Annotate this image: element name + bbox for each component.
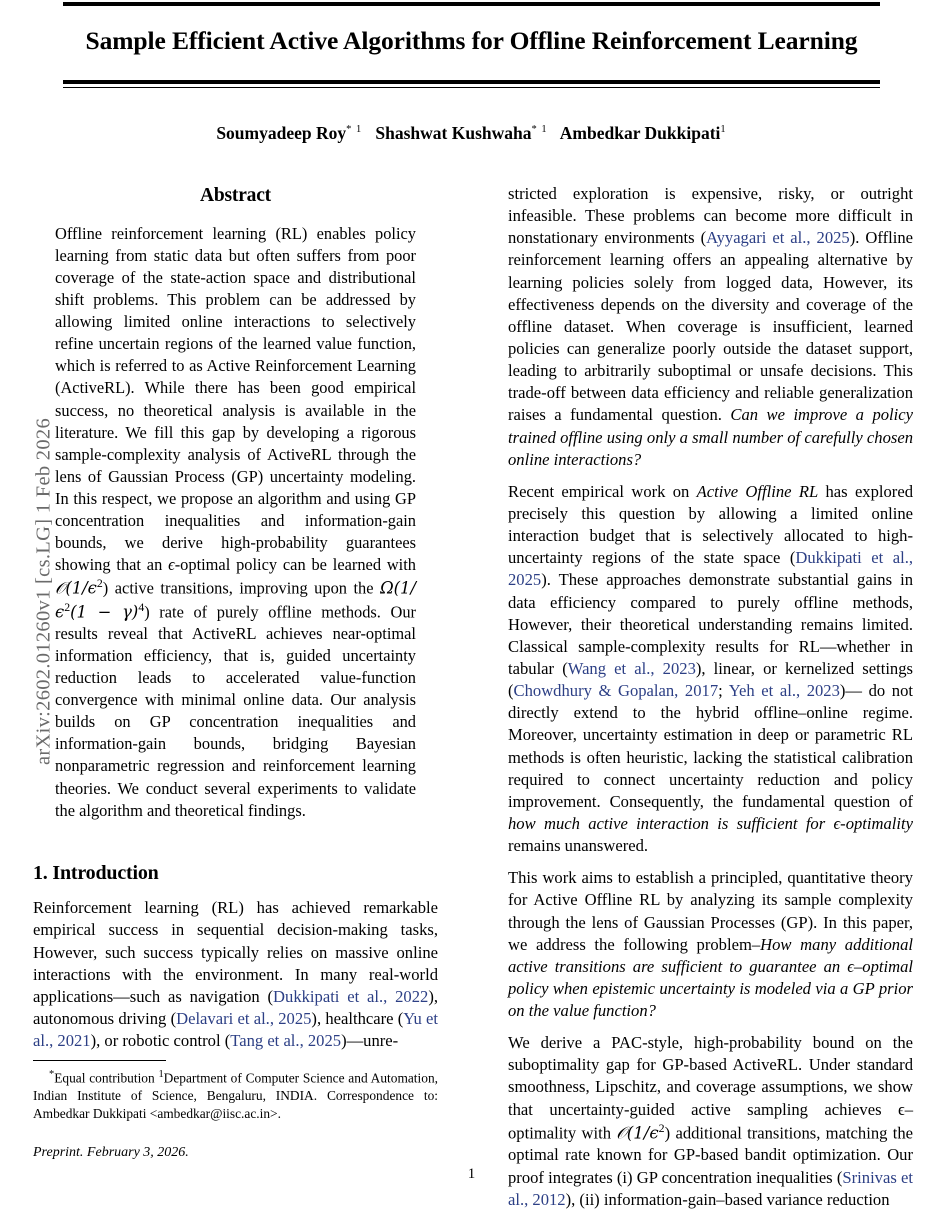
intro-p2-a: Recent empirical work on bbox=[508, 481, 697, 501]
intro-paragraph-4 bbox=[508, 1032, 913, 1211]
author-entry bbox=[560, 123, 727, 143]
intro-p2-g: remains unanswered. bbox=[508, 836, 649, 856]
intro-p1-cont-question: Can we improve a policy trained offline using only a small number of carefully chosen online interactions? bbox=[508, 405, 914, 469]
intro-p2-c: ). These approaches demonstrate substantial gains in data efficiency compared to purely offline methods, However, their theoretical understanding remains limited. Classical sample-complexity results for RL—whether in tabular ( bbox=[508, 570, 913, 678]
citation-dukkipati-2022[interactable]: Dukkipati et al., 2022 bbox=[273, 986, 429, 1006]
abstract-math-omega-exponent-1: 2 bbox=[64, 599, 71, 614]
citation-yu-2021[interactable]: Yu et al., 2021 bbox=[33, 1009, 438, 1051]
section-heading-introduction: 1. Introduction bbox=[33, 861, 159, 884]
abstract-math-bigo: 𝒪(1/ϵ bbox=[55, 578, 97, 598]
intro-p2-b: has explored precisely this question by allowing a limited online interaction budget that is selectively allocated to high-uncertainty regions of the state space ( bbox=[508, 481, 913, 568]
abstract-text-part-3: active transitions, improving upon the bbox=[114, 578, 381, 598]
intro-p2-question-phrase: how much active interaction is sufficient for ϵ-optimality bbox=[508, 813, 913, 833]
abstract-section bbox=[33, 183, 438, 822]
author-name: Soumyadeep Roy bbox=[216, 123, 347, 143]
citation-srinivas-2012[interactable]: Srinivas et al., 2012 bbox=[508, 1167, 914, 1209]
abstract-text-part-4: rate of purely offline methods. Our results reveal that ActiveRL achieves near-optimal information efficiency, that is, guided uncertainty reduction leads to accelerated value-function convergence with minimal online data. Our analysis builds on GP concentration inequalities and information-gain bounds, bridging Bayesian nonparametric regression and reinforcement learning theories. We conduct several experiments to validate the algorithm and theoretical findings. bbox=[55, 602, 416, 820]
author-entry bbox=[375, 123, 547, 143]
intro-p3-problem-statement: How many additional active transitions are sufficient to guarantee an ϵ–optimal policy when epistemic uncertainty is modeled via a GP prior on the value function? bbox=[508, 934, 913, 1021]
intro-p1-b: ), autonomous driving ( bbox=[33, 986, 438, 1029]
header-rule-thin bbox=[63, 87, 880, 88]
abstract-math-omega-close: ) bbox=[144, 602, 160, 622]
footnote-divider bbox=[33, 1060, 166, 1061]
intro-p2-e: ; bbox=[718, 681, 729, 701]
intro-p1-d: ), or robotic control ( bbox=[90, 1031, 231, 1051]
intro-p1-hyphen-break: )—unre- bbox=[341, 1031, 399, 1051]
abstract-math-omega: Ω(1/ϵ bbox=[55, 578, 416, 622]
intro-p2-d: ), linear, or kernelized settings ( bbox=[508, 658, 913, 701]
author-affiliation-marks: * 1 bbox=[346, 124, 363, 136]
page-title: Sample Efficient Active Algorithms for Offline Reinforcement Learning bbox=[85, 26, 858, 55]
intro-paragraph-2 bbox=[508, 481, 913, 857]
citation-ayyagari-2025-right[interactable]: Ayyagari et al., 2025 bbox=[706, 228, 850, 248]
citation-tang-2025[interactable]: Tang et al., 2025 bbox=[230, 1031, 342, 1051]
intro-p1-cont-e: stricted exploration is expensive, risky, or outright infeasible. These problems can become more difficult in nonstationary environments ( bbox=[508, 184, 913, 248]
author-name: Shashwat Kushwaha bbox=[375, 123, 532, 143]
citation-chowdhury-gopalan-2017[interactable]: Chowdhury & Gopalan, 2017 bbox=[513, 681, 719, 701]
abstract-text bbox=[55, 223, 416, 822]
intro-p4-math-bigo: 𝒪(1/ϵ bbox=[616, 1123, 659, 1143]
abstract-math-bigo-close: ) bbox=[102, 578, 115, 598]
footnote-text bbox=[33, 1068, 438, 1123]
footnote-equal-contribution: Equal contribution bbox=[54, 1070, 159, 1086]
intro-p1-a: Reinforcement learning (RL) has achieved remarkable empirical success in sequential decision-making tasks, However, such success typically relies on massive online interactions with the environment. In many real-world applications—such as navigation ( bbox=[33, 898, 438, 1006]
left-column bbox=[33, 183, 438, 1062]
footnote-mark-one: 1 bbox=[158, 1069, 164, 1080]
author-name: Ambedkar Dukkipati bbox=[559, 123, 721, 143]
preprint-notice: Preprint. February 3, 2026. bbox=[33, 1144, 189, 1160]
intro-paragraph-1 bbox=[33, 897, 438, 1052]
intro-paragraph-1-continued bbox=[508, 183, 913, 471]
intro-paragraph-3 bbox=[508, 867, 913, 1022]
intro-p4-a: We derive a PAC-style, high-probability bound on the suboptimality gap for GP-based ActiveRL. Under standard smoothness, Lipschitz, and coverage assumptions, we show that uncertainty-guided active sampling achieves ϵ–optimality with bbox=[508, 1033, 913, 1143]
intro-p1-c: ), healthcare ( bbox=[311, 1009, 404, 1029]
abstract-math-omega-exponent-2: 4 bbox=[138, 599, 145, 614]
page-number: 1 bbox=[467, 1166, 476, 1182]
intro-p2-f: )— do not directly extend to the hybrid offline–online regime. Moreover, uncertainty estimation in deep or parametric RL methods is often heuristic, lacking the statistical calibration required to connect uncertainty reduction and policy improvement. Consequently, the fundamental question of bbox=[508, 681, 913, 811]
intro-p2-term-active-offline-rl: Active Offline RL bbox=[696, 481, 819, 501]
author-affiliation-marks: * 1 bbox=[531, 124, 548, 136]
abstract-epsilon: ϵ bbox=[168, 554, 175, 574]
citation-wang-2023[interactable]: Wang et al., 2023 bbox=[567, 658, 696, 678]
abstract-text-part-2: -optimal policy can be learned with bbox=[174, 554, 416, 574]
footnote-mark-asterisk: * bbox=[49, 1069, 55, 1080]
arxiv-identifier-stamp: arXiv:2602.01260v1 [cs.LG] 1 Feb 2026 bbox=[32, 417, 55, 766]
abstract-heading: Abstract bbox=[200, 185, 271, 206]
header-rule-thick bbox=[63, 80, 880, 84]
right-column bbox=[508, 183, 913, 1221]
footnote-block bbox=[33, 1060, 438, 1161]
intro-p4-b: additional transitions, matching the optimal rate known for GP-based bandit optimization. Our proof integrates (i) GP concentration inequalities ( bbox=[508, 1123, 913, 1187]
author-list bbox=[63, 123, 880, 144]
abstract-math-omega-mid: (1 − γ) bbox=[70, 602, 139, 622]
author-entry bbox=[216, 123, 362, 143]
citation-yeh-2023[interactable]: Yeh et al., 2023 bbox=[728, 681, 840, 701]
intro-p4-c: ), (ii) information-gain–based variance reduction bbox=[565, 1189, 890, 1209]
footnote-indent-spacer bbox=[33, 1070, 49, 1085]
header-rule-top bbox=[63, 2, 880, 6]
author-affiliation-marks: 1 bbox=[720, 124, 727, 136]
intro-p1-cont-f: ). Offline reinforcement learning offers an appealing alternative by learning policies solely from logged data, However, its effectiveness depends on the diversity and coverage of the offline dataset. When coverage is insufficient, learned policies can generalize poorly outside the dataset support, leading to arbitrarily suboptimal or unsafe decisions. This trade-off between data efficiency and reliable generalization raises a fundamental question. bbox=[508, 228, 913, 425]
citation-delavari-2025[interactable]: Delavari et al., 2025 bbox=[176, 1009, 312, 1029]
intro-p3-a: This work aims to establish a principled, quantitative theory for Active Offline RL by analyzing its sample complexity through the lens of Gaussian Processes (GP). In this paper, we address the following problem– bbox=[508, 868, 913, 954]
abstract-math-bigo-exponent: 2 bbox=[96, 576, 103, 591]
citation-dukkipati-2025[interactable]: Dukkipati et al., 2025 bbox=[508, 548, 913, 590]
intro-p4-math-exponent: 2 bbox=[658, 1120, 665, 1135]
footnote-affiliation: Department of Computer Science and Automation, Indian Institute of Science, Bengaluru, INDIA. Correspondence to: Ambedkar Dukkipati <ambedkar@iisc.ac.in>. bbox=[33, 1070, 438, 1122]
abstract-text-part-1: Offline reinforcement learning (RL) enables policy learning from static data but often suffers from poor coverage of the state-action space and distributional shift problems. This problem can be addressed by allowing limited online interactions to selectively refine uncertain regions of the learned value function, which is referred to as Active Reinforcement Learning (ActiveRL). While there has been good empirical success, no theoretical analysis is available in the literature. We fill this gap by developing a rigorous sample-complexity analysis of ActiveRL through the lens of Gaussian Process (GP) uncertainty modeling. In this respect, we propose an algorithm and using GP concentration inequalities and information-gain bounds, we derive high-probability guarantees showing that an bbox=[55, 224, 416, 574]
intro-p4-math-close: ) bbox=[664, 1123, 676, 1143]
